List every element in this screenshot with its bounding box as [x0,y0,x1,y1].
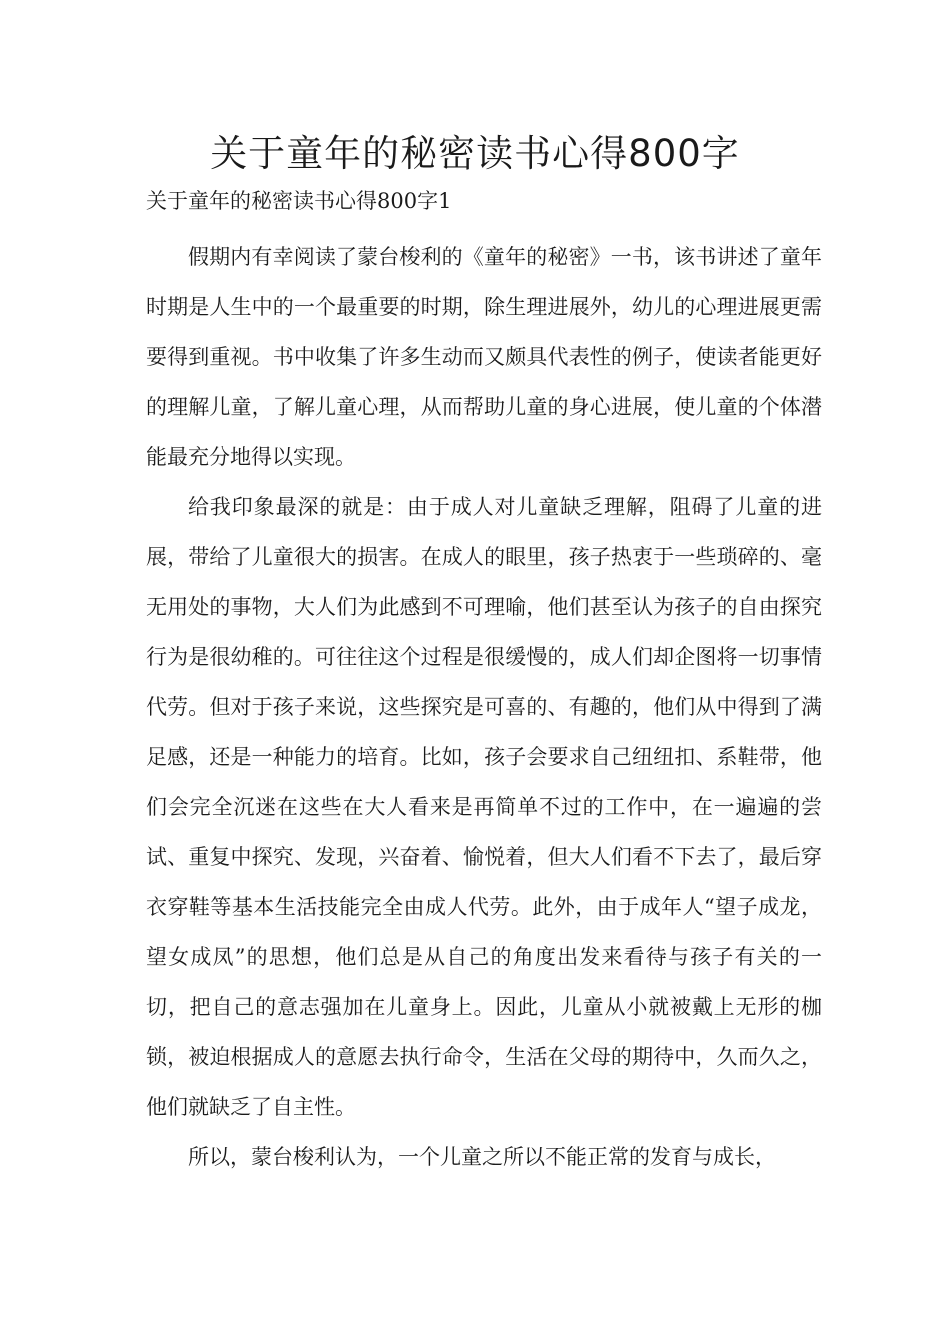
paragraph: 所以，蒙台梭利认为，一个儿童之所以不能正常的发育与成长， [188,1145,776,1169]
document-body [146,232,822,1182]
paragraph: 给我印象最深的就是：由于成人对儿童缺乏理解，阻碍了儿童的进展，带给了儿童很大的损害。在成人的眼里，孩子热衷于一些琐碎的、毫无用处的事物，大人们为此感到不可理喻，他们甚至认为孩子的自由探究行为是很幼稚的。可往往这个过程是很缓慢的，成人们却企图将一切事情代劳。但对于孩子来说，这些探究是可喜的、有趣的，他们从中得到了满足感，还是一种能力的培育。比如，孩子会要求自己纽纽扣、系鞋带，他们会完全沉迷在这些在大人看来是再简单不过的工作中，在一遍遍的尝试、重复中探究、发现，兴奋着、愉悦着，但大人们看不下去了，最后穿衣穿鞋等基本生活技能完全由成人代劳。此外，由于成年人“望子成龙，望女成凤”的思想，他们总是从自己的角度出发来看待与孩子有关的一切，把自己的意志强加在儿童身上。因此，儿童从小就被戴上无形的枷锁，被迫根据成人的意愿去执行命令，生活在父母的期待中，久而久之，他们就缺乏了自主性。 [146,495,822,1119]
document-title: 关于童年的秘密读书心得800字 [210,132,740,175]
paragraph: 假期内有幸阅读了蒙台梭利的《童年的秘密》一书，该书讲述了童年时期是人生中的一个最重要的时期，除生理进展外，幼儿的心理进展更需要得到重视。书中收集了许多生动而又颇具代表性的例子，使读者能更好的理解儿童，了解儿童心理，从而帮助儿童的身心进展，使儿童的个体潜能最充分地得以实现。 [146,245,822,469]
document-subtitle: 关于童年的秘密读书心得800字1 [146,189,452,213]
